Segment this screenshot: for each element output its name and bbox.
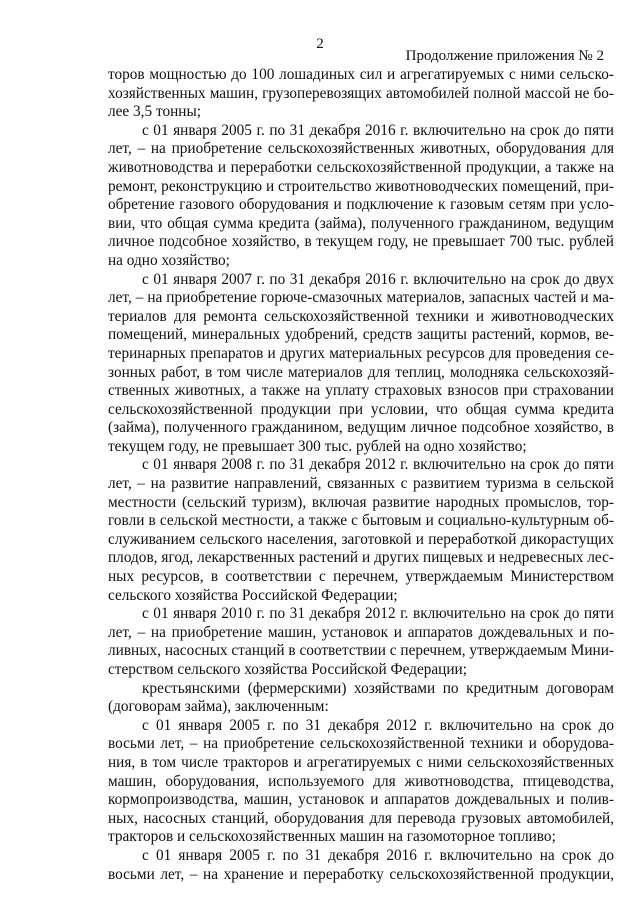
text-line: лет, – на приобретение горюче-смазочных материалов, запасных частей и ма- <box>108 289 614 307</box>
text-line: лет, – на развитие направлений, связанных с развитием туризма в сельской <box>108 475 614 493</box>
text-line: (договорам займа), заключенным: <box>108 698 329 716</box>
text-line: ных ресурсов, в соответствии с перечнем, утверждаемым Министерством <box>108 568 614 586</box>
text-line: говли в сельской местности, а также с бытовым и социально-культурным об- <box>108 512 614 530</box>
text-line: личное подсобное хозяйство, в текущем году, не превышает 700 тыс. рублей <box>108 233 614 251</box>
text-line: с 01 января 2005 г. по 31 декабря 2012 г. включительно на срок до <box>142 716 614 734</box>
text-line: ремонт, реконструкцию и строительство животноводческих помещений, при- <box>108 177 614 195</box>
text-line: сельскохозяйственной продукции при условии, что общая сумма кредита <box>108 400 614 418</box>
text-line: плодов, ягод, лекарственных растений и других пищевых и недревесных лес- <box>108 549 614 567</box>
text-line: хозяйственных машин, грузоперевозящих автомобилей полной массой не бо- <box>108 84 614 102</box>
text-line: помещений, минеральных удобрений, средств защиты растений, кормов, ве- <box>108 326 614 344</box>
text-line: ных, насосных станций, оборудования для перевода грузовых автомобилей, <box>108 809 614 827</box>
text-line: с 01 января 2010 г. по 31 декабря 2012 г. включительно на срок до пяти <box>142 605 614 623</box>
text-line: местности (сельский туризм), включая развитие народных промыслов, тор- <box>108 493 614 511</box>
text-line: с 01 января 2007 г. по 31 декабря 2016 г. включительно на срок до двух <box>142 270 614 288</box>
page-number: 2 <box>316 36 324 52</box>
text-line: ственных животных, а также на уплату страховых взносов при страховании <box>108 382 614 400</box>
text-line: служиванием сельского населения, заготовкой и переработкой дикорастущих <box>108 530 614 548</box>
text-line: ния, в том числе тракторов и агрегатируемых с ними сельскохозяйственных <box>108 753 614 771</box>
text-line: лет, – на приобретение сельскохозяйственных животных, оборудования для <box>108 140 614 158</box>
text-line: (займа), полученного гражданином, ведущим личное подсобное хозяйство, в <box>108 419 614 437</box>
text-line: вии, что общая сумма кредита (займа), полученного гражданином, ведущим <box>108 214 614 232</box>
text-line: лее 3,5 тонны; <box>108 103 202 121</box>
text-line: крестьянскими (фермерскими) хозяйствами по кредитным договорам <box>142 679 614 697</box>
text-line: текущем году, не превышает 300 тыс. рублей на одно хозяйство; <box>108 437 527 455</box>
text-line: стерством сельского хозяйства Российской Федерации; <box>108 661 467 678</box>
text-line: восьми лет, – на хранение и переработку сельскохозяйственной продукции, <box>108 865 614 883</box>
text-line: торов мощностью до 100 лошадиных сил и агрегатируемых с ними сельско- <box>108 66 614 83</box>
text-line: сельского хозяйства Российской Федерации; <box>108 586 398 604</box>
text-line: с 01 января 2005 г. по 31 декабря 2016 г. включительно на срок до пяти <box>142 121 614 139</box>
text-line: зонных работ, в том числе материалов для теплиц, молодняка сельскохозяй- <box>108 363 614 381</box>
document-body <box>108 66 614 884</box>
text-line: с 01 января 2008 г. по 31 декабря 2012 г. включительно на срок до пяти <box>142 456 614 474</box>
appendix-continuation-note: Продолжение приложения № 2 <box>405 48 604 64</box>
text-line: на одно хозяйство; <box>108 251 230 269</box>
text-line: лет, – на приобретение машин, установок и аппаратов дождевальных и по- <box>108 623 614 641</box>
text-line: теринарных препаратов и других материальных ресурсов для проведения се- <box>108 344 614 362</box>
text-line: с 01 января 2005 г. по 31 декабря 2016 г. включительно на срок до <box>142 846 614 864</box>
text-line: обретение газового оборудования и подключение к газовым сетям при усло- <box>108 196 614 214</box>
text-line: машин, оборудования, используемого для животноводства, птицеводства, <box>108 772 614 790</box>
text-line: кормопроизводства, машин, установок и аппаратов дождевальных и полив- <box>108 791 614 809</box>
text-line: тракторов и сельскохозяйственных машин на газомоторное топливо; <box>108 828 556 846</box>
text-line: восьми лет, – на приобретение сельскохозяйственной техники и оборудова- <box>108 735 614 753</box>
text-line: териалов для ремонта сельскохозяйственной техники и животноводческих <box>108 307 614 325</box>
text-line: животноводства и переработки сельскохозяйственной продукции, а также на <box>108 158 614 176</box>
text-line: ливных, насосных станций в соответствии с перечнем, утверждаемым Мини- <box>108 642 614 660</box>
